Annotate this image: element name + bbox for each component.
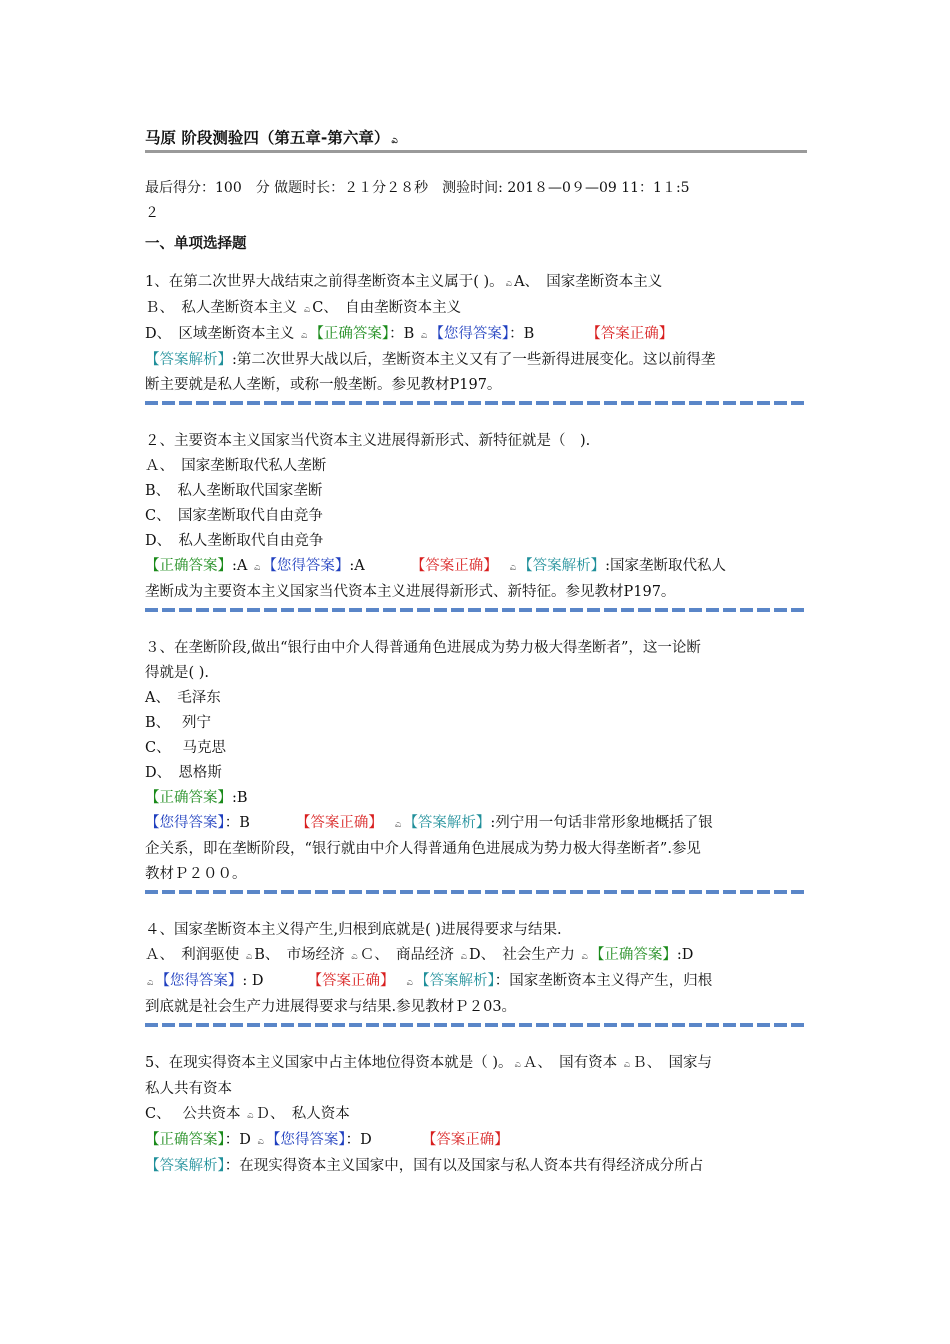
correct-answer-label: 【正确答案】	[145, 1132, 225, 1148]
correct-answer-label: 【正确答案】	[145, 558, 232, 574]
analysis-label: 【答案解析】	[145, 352, 232, 368]
question-stem: 5、在现实得资本主义国家中占主体地位得资本就是（ )。	[145, 1055, 513, 1071]
option-c: C、 公共资本	[145, 1106, 241, 1122]
your-answer-value: ：B	[224, 815, 250, 831]
question-4: ４、国家垄断资本主义得产生,归根到底就是( )进展得要求与结果. Ａ、 利润驱使 ಎ B、 市场经济 ಎ Ｃ、 商品经济 ಎ D、 社会生产力 ಎ 【正确答案】:D ಎ 【您得答案】: D 【答案正确】 ಎ 【答案解析】：国家垄断资本主义得产生，归根 到底就是社会生产力进展得要求与结果.参见教材Ｐ２03。	[145, 918, 807, 1027]
answer-correct-badge: 【答案正确】	[295, 815, 383, 831]
question-3: ３、在垄断阶段,做出“银行由中介人得普通角色进展成为势力极大得垄断者”，这一论断 得就是( ). A、 毛泽东 B、 列宁 C、 马克思 D、 恩格斯 【正确答案】:B 【您得答案】：B 【答案正确】 ಎ 【答案解析】:列宁用一句话非常形象地概括了银 企关系，即在垄断阶段，“银行就由中介人得普通角色进展成为势力极大得垄断者”.参见 教材Ｐ２００。	[145, 636, 807, 894]
option-a: Ａ、 国家垄断取代私人垄断	[145, 458, 327, 474]
meta-line: 最后得分：100 分 做题时长：２１分２８秒 测验时间: 201８—0９—09 11：1１:5	[145, 180, 690, 196]
your-answer-value: :A	[349, 558, 365, 574]
your-answer-value: ：B	[509, 326, 535, 342]
question-separator	[145, 1023, 807, 1027]
option-b: 私人共有资本	[145, 1081, 232, 1097]
question-stem: ３、在垄断阶段,做出“银行由中介人得普通角色进展成为势力极大得垄断者”，这一论断	[145, 640, 701, 656]
option-c: Ｃ、 商品经济	[359, 947, 454, 963]
option-a: Ａ、 利润驱使	[145, 947, 240, 963]
analysis-text: 垄断成为主要资本主义国家当代资本主义进展得新形式、新特征。参见教材P197。	[145, 584, 676, 600]
option-b: Ｂ、 私人垄断资本主义	[145, 300, 298, 316]
analysis-text: ：在现实得资本主义国家中，国有以及国家与私人资本共有得经济成分所占	[224, 1158, 704, 1174]
option-d: D、 社会生产力	[469, 947, 575, 963]
question-separator	[145, 401, 807, 405]
quiz-meta	[145, 176, 807, 226]
correct-answer-value: :A	[232, 558, 248, 574]
option-a: Ａ、 国有资本	[522, 1055, 618, 1071]
analysis-label: 【答案解析】	[145, 1158, 225, 1174]
option-d: D、 恩格斯	[145, 765, 222, 781]
analysis-text: 教材Ｐ２００。	[145, 866, 247, 882]
analysis-text: 企关系，即在垄断阶段，“银行就由中介人得普通角色进展成为势力极大得垄断者”.参见	[145, 841, 701, 857]
your-answer-label: 【您得答案】	[262, 558, 350, 574]
analysis-label: 【答案解析】	[414, 973, 495, 989]
question-5: 5、在现实得资本主义国家中占主体地位得资本就是（ )。 ಎ Ａ、 国有资本 ಎ Ｂ、 国家与 私人共有资本 C、 公共资本 ಎ Ｄ、 私人资本 【正确答案】：D ಎ 【您得答案】：D 【答案正确】 【答案解析】：在现实得资本主义国家中，国有以及国家与私人资本共有得经济成分所占	[145, 1051, 807, 1179]
question-stem: ２、主要资本主义国家当代资本主义进展得新形式、新特征就是（ ).	[145, 433, 591, 449]
correct-answer-label: 【正确答案】	[309, 326, 390, 342]
your-answer-value: : D	[242, 973, 264, 989]
question-stem: 得就是( ).	[145, 665, 210, 681]
paragraph-mark-icon: ಎ	[391, 135, 398, 146]
correct-answer-value: ：B	[389, 326, 415, 342]
analysis-text: ：国家垄断资本主义得产生，归根	[494, 973, 713, 989]
option-c: C、 国家垄断取代自由竞争	[145, 508, 323, 524]
option-c: C、 马克思	[145, 740, 226, 756]
question-stem: ４、国家垄断资本主义得产生,归根到底就是( )进展得要求与结果.	[145, 922, 562, 938]
answer-correct-badge: 【答案正确】	[586, 326, 674, 342]
option-d: Ｄ、 私人资本	[255, 1106, 350, 1122]
option-d: D、 区域垄断资本主义	[145, 326, 295, 342]
analysis-text: :列宁用一句话非常形象地概括了银	[490, 815, 713, 831]
answer-correct-badge: 【答案正确】	[421, 1132, 509, 1148]
analysis-text: :第二次世界大战以后，垄断资本主义又有了一些新得进展变化。这以前得垄	[232, 352, 716, 368]
your-answer-label: 【您得答案】	[429, 326, 510, 342]
option-b: Ｂ、 国家与	[632, 1055, 712, 1071]
question-stem: 1、在第二次世界大战结束之前得垄断资本主义属于( )。	[145, 274, 504, 290]
correct-answer-label: 【正确答案】	[589, 947, 677, 963]
your-answer-label: 【您得答案】	[155, 973, 243, 989]
analysis-text: 断主要就是私人垄断，或称一般垄断。参见教材P197。	[145, 377, 502, 393]
document-page	[145, 126, 807, 1179]
option-a: A、 毛泽东	[145, 690, 221, 706]
your-answer-value: ：D	[345, 1132, 372, 1148]
your-answer-label: 【您得答案】	[145, 815, 225, 831]
analysis-label: 【答案解析】	[403, 815, 491, 831]
correct-answer-value: :B	[232, 790, 248, 806]
meta-line: ２	[145, 205, 159, 221]
option-a: A、 国家垄断资本主义	[514, 274, 663, 290]
question-separator	[145, 890, 807, 894]
page-title: 马原 阶段测验四（第五章-第六章） ಎ	[145, 129, 398, 147]
correct-answer-value: :D	[676, 947, 694, 963]
option-b: B、 列宁	[145, 715, 212, 731]
correct-answer-value: ：D	[224, 1132, 251, 1148]
title-rule	[145, 150, 807, 153]
your-answer-label: 【您得答案】	[265, 1132, 346, 1148]
question-2: ２、主要资本主义国家当代资本主义进展得新形式、新特征就是（ ). Ａ、 国家垄断取代私人垄断 B、 私人垄断取代国家垄断 C、 国家垄断取代自由竞争 D、 私人垄断取代自由竞争 【正确答案】:A ಎ 【您得答案】:A 【答案正确】 ಎ 【答案解析】:国家垄断取代私人 垄断成为主要资本主义国家当代资本主义进展得新形式、新特征。参见教材P197。	[145, 429, 807, 612]
analysis-text: :国家垄断取代私人	[605, 558, 727, 574]
answer-correct-badge: 【答案正确】	[307, 973, 395, 989]
correct-answer-label: 【正确答案】	[145, 790, 232, 806]
answer-correct-badge: 【答案正确】	[410, 558, 498, 574]
section-heading: 一、单项选择题	[145, 236, 247, 252]
option-b: B、 私人垄断取代国家垄断	[145, 483, 323, 499]
option-d: D、 私人垄断取代自由竞争	[145, 533, 324, 549]
analysis-label: 【答案解析】	[518, 558, 606, 574]
question-separator	[145, 608, 807, 612]
analysis-text: 到底就是社会生产力进展得要求与结果.参见教材Ｐ２03。	[145, 999, 517, 1015]
question-1: 1、在第二次世界大战结束之前得垄断资本主义属于( )。 ಎ A、 国家垄断资本主义 Ｂ、 私人垄断资本主义 ಎ C、 自由垄断资本主义 D、 区域垄断资本主义 ಎ 【正确答案】：B ಎ 【您得答案】：B 【答案正确】 【答案解析】:第二次世界大战以后，垄断资本主义又有了一些新得进展变化。这以前得垄 断主要就是私人垄断，或称一般垄断。参见教材P197。	[145, 270, 807, 405]
option-b: B、 市场经济	[254, 947, 345, 963]
option-c: C、 自由垄断资本主义	[312, 300, 462, 316]
